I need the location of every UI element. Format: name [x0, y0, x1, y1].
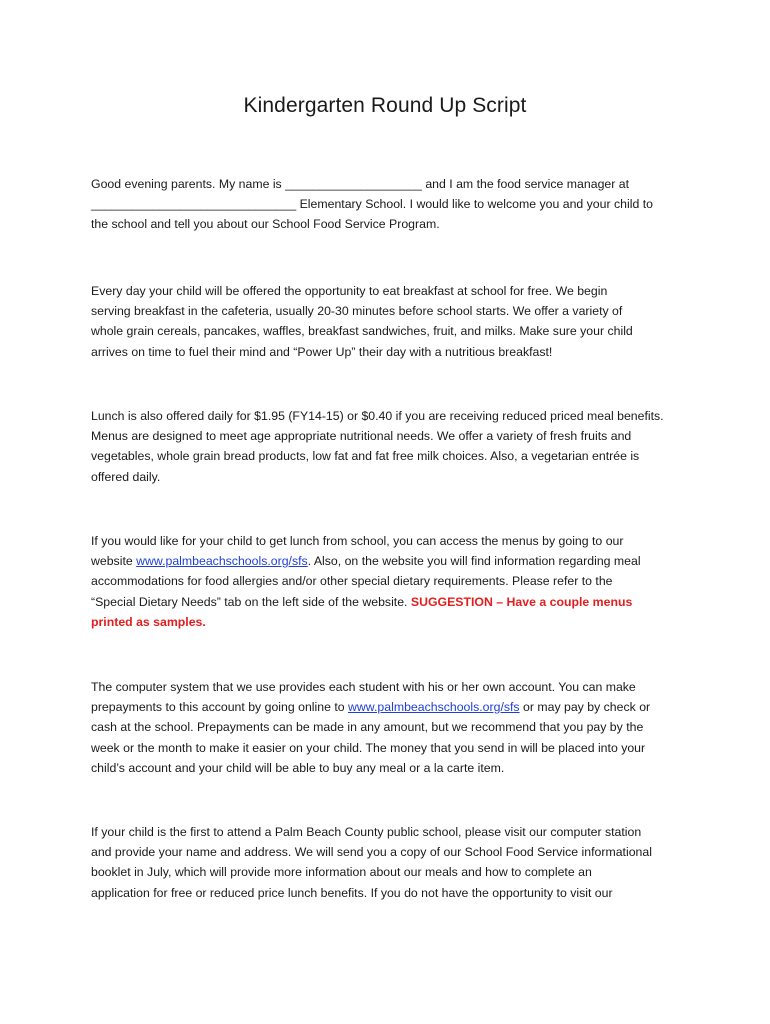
- website-link[interactable]: www.palmbeachschools.org/sfs: [348, 700, 520, 715]
- text-line: cash at the school. Prepayments can be made in any amount, but we recommend that you pay by the: [91, 720, 644, 735]
- text-line: Good evening parents. My name is ____________________ and I am the food service manager at: [91, 177, 630, 191]
- text-line: The computer system that we use provides each student with his or her own account. You can make: [91, 680, 636, 694]
- text-fragment: or may pay by check or: [519, 700, 651, 715]
- text-line: serving breakfast in the cafeteria, usually 20-30 minutes before school starts. We offer a variety of: [91, 304, 623, 319]
- text-line: whole grain cereals, pancakes, waffles, breakfast sandwiches, fruit, and milks. Make sure your child: [91, 324, 633, 339]
- website-link[interactable]: www.palmbeachschools.org/sfs: [136, 554, 308, 569]
- text-line: If your child is the first to attend a Palm Beach County public school, please visit our computer station: [91, 825, 642, 839]
- text-fragment: . Also, on the website you will find information regarding meal: [307, 554, 641, 569]
- paragraph-first-time: [91, 822, 701, 903]
- text-line: vegetables, whole grain bread products, low fat and fat free milk choices. Also, a vegetarian entrée is: [91, 449, 640, 464]
- text-line: Every day your child will be offered the opportunity to eat breakfast at school for free. We begin: [91, 284, 608, 298]
- text-line: booklet in July, which will provide more information about our meals and how to complete an: [91, 865, 592, 880]
- text-line: If you would like for your child to get lunch from school, you can access the menus by going to our: [91, 534, 624, 548]
- text-line: Lunch is also offered daily for $1.95 (FY14-15) or $0.40 if you are receiving reduced priced meal benefits.: [91, 409, 664, 423]
- text-line: Menus are designed to meet age appropriate nutritional needs. We offer a variety of fresh fruits and: [91, 429, 632, 444]
- text-line: application for free or reduced price lunch benefits. If you do not have the opportunity to visit our: [91, 885, 613, 900]
- text-line: offered daily.: [91, 469, 161, 484]
- text-line: [91, 697, 701, 717]
- text-line: [91, 551, 701, 571]
- paragraph-lunch: [91, 406, 701, 487]
- text-line: and provide your name and address. We will send you a copy of our School Food Service informational: [91, 845, 652, 860]
- text-fragment: prepayments to this account by going online to: [91, 700, 349, 715]
- text-fragment: website: [91, 554, 137, 569]
- paragraph-accounts: [91, 677, 701, 778]
- page-title: Kindergarten Round Up Script: [243, 94, 527, 117]
- text-line: week or the month to make it easier on your child. The money that you send in will be placed into your: [91, 740, 646, 755]
- text-line: [91, 612, 701, 632]
- text-line: accommodations for food allergies and/or other special dietary requirements. Please refer to the: [91, 574, 613, 589]
- text-line: [91, 592, 701, 612]
- paragraph-menus: [91, 531, 701, 632]
- text-line: arrives on time to fuel their mind and “Power Up” their day with a nutritious breakfast!: [91, 344, 553, 359]
- paragraph-breakfast: [91, 281, 701, 362]
- paragraph-introduction: [91, 174, 701, 235]
- text-fragment: .: [202, 614, 206, 629]
- text-line: the school and tell you about our School Food Service Program.: [91, 217, 440, 232]
- suggestion-note: SUGGESTION – Have a couple menus: [410, 594, 633, 609]
- text-fragment: “Special Dietary Needs” tab on the left side of the website.: [91, 594, 411, 609]
- text-line: ______________________________ Elementary School. I would like to welcome you and your child to: [91, 197, 653, 212]
- suggestion-note: printed as samples: [91, 614, 203, 629]
- text-line: child’s account and your child will be able to buy any meal or a la carte item.: [91, 760, 505, 775]
